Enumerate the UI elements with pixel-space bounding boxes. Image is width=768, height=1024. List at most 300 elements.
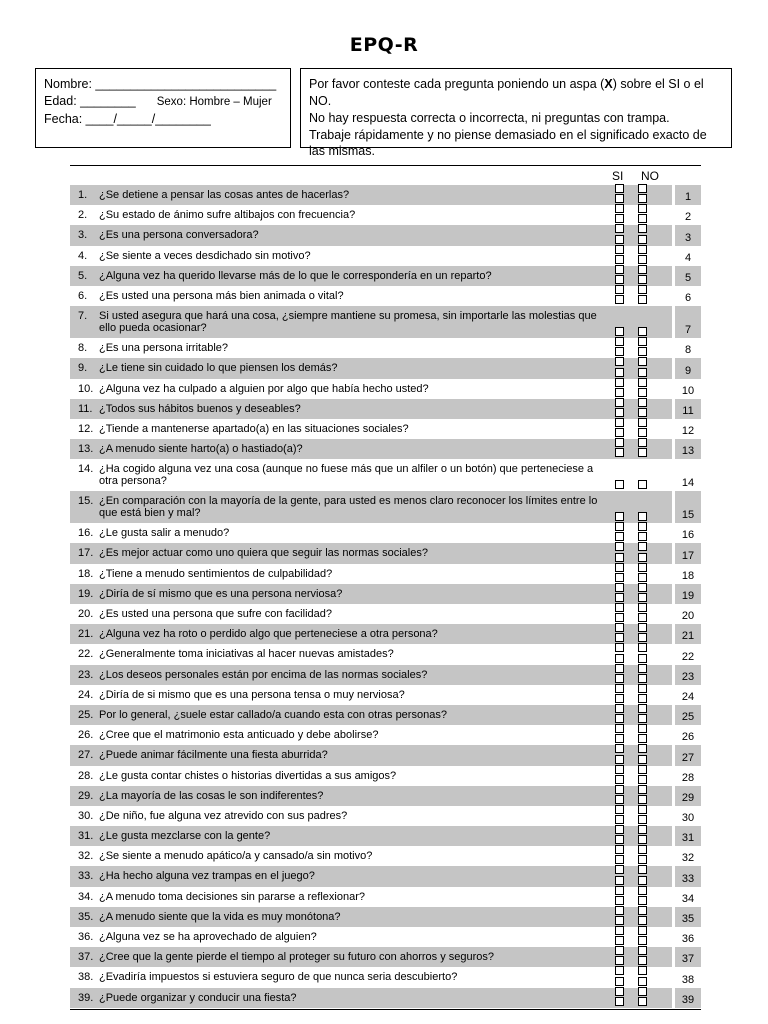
question-text: ¿A menudo toma decisiones sin pararse a reflexionar? (99, 890, 365, 903)
si-checkbox[interactable] (615, 347, 624, 356)
si-checkbox[interactable] (615, 886, 624, 895)
question-number: 16. (78, 527, 94, 540)
si-checkbox[interactable] (615, 512, 624, 521)
question-text: ¿Es una persona irritable? (99, 342, 229, 355)
question-number: 23. (78, 668, 94, 681)
no-checkbox[interactable] (638, 896, 647, 905)
question-row (70, 826, 701, 846)
question-text: Por lo general, ¿suele estar callado/a cuando esta con otras personas? (99, 708, 447, 721)
no-checkbox[interactable] (638, 633, 647, 642)
no-checkbox[interactable] (638, 654, 647, 663)
question-number: 28. (78, 769, 94, 782)
no-checkbox[interactable] (638, 285, 647, 294)
no-checkbox[interactable] (638, 835, 647, 844)
question-row (70, 644, 701, 664)
question-code: 27 (675, 745, 701, 765)
si-checkbox[interactable] (615, 542, 624, 551)
question-code: 18 (681, 569, 695, 582)
question-text: ¿Evadiría impuestos si estuviera seguro de que nunca seria descubierto? (99, 971, 458, 984)
question-code: 5 (675, 266, 701, 286)
question-row (70, 459, 701, 491)
no-checkbox[interactable] (638, 418, 647, 427)
question-code: 11 (675, 399, 701, 419)
si-checkbox[interactable] (615, 916, 624, 925)
si-checkbox[interactable] (615, 214, 624, 223)
question-number: 38. (78, 971, 94, 984)
question-code: 10 (681, 384, 695, 397)
question-text: ¿Cree que la gente pierde el tiempo al proteger su futuro con ahorros y seguros? (99, 951, 495, 964)
no-checkbox[interactable] (638, 378, 647, 387)
no-checkbox[interactable] (638, 623, 647, 632)
no-checkbox[interactable] (638, 997, 647, 1006)
question-number: 7. (78, 310, 88, 323)
no-checkbox[interactable] (638, 522, 647, 531)
si-checkbox[interactable] (615, 573, 624, 582)
question-code: 37 (675, 947, 701, 967)
question-row (70, 246, 701, 266)
question-text: ¿En comparación con la mayoría de la gente, para usted es menos claro reconocer los límites entre lo que está bien y mal? (99, 495, 598, 520)
no-checkbox[interactable] (638, 563, 647, 572)
si-checkbox[interactable] (615, 896, 624, 905)
table-top-rule (70, 165, 701, 166)
question-code: 22 (681, 650, 695, 663)
question-row (70, 887, 701, 907)
si-checkbox[interactable] (615, 448, 624, 457)
no-checkbox[interactable] (638, 977, 647, 986)
question-row (70, 725, 701, 745)
question-code: 14 (681, 477, 695, 490)
question-number: 6. (78, 289, 88, 302)
si-checkbox[interactable] (615, 946, 624, 955)
question-text: ¿Alguna vez ha querido llevarse más de lo que le correspondería en un reparto? (99, 269, 492, 282)
si-checkbox[interactable] (615, 255, 624, 264)
question-code: 12 (681, 425, 695, 438)
no-checkbox[interactable] (638, 966, 647, 975)
question-code: 1 (675, 185, 701, 205)
no-checkbox[interactable] (638, 825, 647, 834)
no-checkbox[interactable] (638, 815, 647, 824)
question-code: 13 (675, 439, 701, 459)
si-checkbox[interactable] (615, 563, 624, 572)
si-checkbox[interactable] (615, 865, 624, 874)
question-number: 14. (78, 463, 94, 476)
no-checkbox[interactable] (638, 398, 647, 407)
question-row (70, 907, 701, 927)
question-number: 11. (78, 402, 93, 415)
question-text: ¿Cree que el matrimonio esta anticuado y debe abolirse? (99, 729, 379, 742)
si-checkbox[interactable] (615, 285, 624, 294)
no-checkbox[interactable] (638, 438, 647, 447)
question-code: 39 (675, 988, 701, 1008)
no-checkbox[interactable] (638, 765, 647, 774)
question-row (70, 306, 701, 338)
si-checkbox[interactable] (615, 368, 624, 377)
no-checkbox[interactable] (638, 916, 647, 925)
si-checkbox[interactable] (615, 204, 624, 213)
question-text: ¿Se detiene a pensar las cosas antes de hacerlas? (99, 189, 350, 201)
no-checkbox[interactable] (638, 553, 647, 562)
si-checkbox[interactable] (615, 295, 624, 304)
question-text: ¿Es usted una persona más bien animada o vital? (99, 289, 344, 302)
no-checkbox[interactable] (638, 573, 647, 582)
no-checkbox[interactable] (638, 734, 647, 743)
fecha-field[interactable]: Fecha: ____/_____/________ (44, 112, 211, 126)
si-checkbox[interactable] (615, 845, 624, 854)
instructions-x-mark: X (604, 77, 613, 91)
edad-sexo-line (44, 93, 282, 111)
question-number: 21. (78, 628, 94, 641)
question-row (70, 523, 701, 543)
question-number: 36. (78, 931, 94, 943)
no-checkbox[interactable] (638, 956, 647, 965)
question-number: 17. (78, 547, 94, 560)
si-checkbox[interactable] (615, 805, 624, 814)
si-checkbox[interactable] (615, 987, 624, 996)
no-checkbox[interactable] (638, 704, 647, 713)
question-row (70, 266, 701, 286)
no-checkbox[interactable] (638, 194, 647, 203)
instructions-line-2: No hay respuesta correcta o incorrecta, ni preguntas con trampa. (309, 111, 670, 125)
si-checkbox[interactable] (615, 388, 624, 397)
question-text: ¿Tiende a mantenerse apartado(a) en las situaciones sociales? (99, 422, 409, 435)
question-code: 20 (681, 610, 695, 623)
question-row (70, 947, 701, 967)
no-checkbox[interactable] (638, 865, 647, 874)
question-text: ¿Se siente a veces desdichado sin motivo? (99, 249, 311, 262)
question-text: ¿Le gusta salir a menudo? (99, 527, 230, 540)
si-checkbox[interactable] (615, 224, 624, 233)
question-row (70, 379, 701, 399)
question-text: ¿La mayoría de las cosas le son indiferentes? (99, 789, 324, 802)
question-row (70, 543, 701, 563)
question-number: 3. (78, 229, 88, 242)
no-checkbox[interactable] (638, 532, 647, 541)
si-checkbox[interactable] (615, 583, 624, 592)
si-checkbox[interactable] (615, 815, 624, 824)
question-number: 26. (78, 729, 94, 742)
si-checkbox[interactable] (615, 633, 624, 642)
question-code: 17 (675, 543, 701, 563)
question-text: ¿Ha cogido alguna vez una cosa (aunque no fuese más que un alfiler o un botón) que perteneciese a otra persona? (99, 463, 594, 488)
no-checkbox[interactable] (638, 684, 647, 693)
question-text: ¿Se siente a menudo apático/a y cansado/a sin motivo? (99, 850, 373, 863)
no-checkbox[interactable] (638, 755, 647, 764)
question-text: ¿Es usted una persona que sufre con facilidad? (99, 608, 332, 620)
no-checkbox[interactable] (638, 694, 647, 703)
no-checkbox[interactable] (638, 926, 647, 935)
question-text: ¿A menudo siente que la vida es muy monótona? (99, 910, 341, 923)
no-checkbox[interactable] (638, 265, 647, 274)
si-checkbox[interactable] (615, 480, 624, 489)
question-row (70, 745, 701, 765)
si-checkbox[interactable] (615, 613, 624, 622)
question-text: ¿Puede organizar y conducir una fiesta? (99, 991, 297, 1004)
no-checkbox[interactable] (638, 744, 647, 753)
question-text: ¿Ha hecho alguna vez trampas en el juego? (99, 870, 315, 883)
no-checkbox[interactable] (638, 886, 647, 895)
no-checkbox[interactable] (638, 295, 647, 304)
question-number: 18. (78, 567, 94, 580)
no-checkbox[interactable] (638, 845, 647, 854)
questions-table (70, 185, 701, 1008)
no-checkbox[interactable] (638, 946, 647, 955)
no-checkbox[interactable] (638, 275, 647, 284)
question-text: ¿Puede animar fácilmente una fiesta aburrida? (99, 749, 328, 762)
question-code: 3 (675, 225, 701, 245)
no-checkbox[interactable] (638, 583, 647, 592)
si-checkbox[interactable] (615, 235, 624, 244)
no-checkbox[interactable] (638, 664, 647, 673)
si-checkbox[interactable] (615, 724, 624, 733)
si-checkbox[interactable] (615, 936, 624, 945)
si-checkbox[interactable] (615, 418, 624, 427)
question-text: ¿Los deseos personales están por encima de las normas sociales? (99, 668, 428, 681)
question-code: 6 (684, 292, 692, 305)
question-number: 33. (78, 870, 94, 883)
si-checkbox[interactable] (615, 623, 624, 632)
no-checkbox[interactable] (638, 245, 647, 254)
question-code: 24 (681, 690, 695, 703)
no-checkbox[interactable] (638, 235, 647, 244)
si-checkbox[interactable] (615, 997, 624, 1006)
question-row (70, 338, 701, 358)
question-number: 22. (78, 648, 94, 661)
si-checkbox[interactable] (615, 855, 624, 864)
no-checkbox[interactable] (638, 224, 647, 233)
question-code: 34 (681, 892, 695, 905)
question-number: 5. (78, 269, 88, 282)
no-checkbox[interactable] (638, 368, 647, 377)
no-checkbox[interactable] (638, 855, 647, 864)
si-checkbox[interactable] (615, 522, 624, 531)
instructions-box (300, 68, 732, 158)
question-row (70, 665, 701, 685)
no-checkbox[interactable] (638, 593, 647, 602)
question-number: 10. (78, 382, 94, 395)
question-row (70, 624, 701, 644)
si-checkbox[interactable] (615, 755, 624, 764)
no-checkbox[interactable] (638, 674, 647, 683)
no-checkbox[interactable] (638, 795, 647, 804)
no-checkbox[interactable] (638, 936, 647, 945)
no-checkbox[interactable] (638, 214, 647, 223)
question-text: ¿Le tiene sin cuidado lo que piensen los demás? (99, 362, 338, 375)
no-checkbox[interactable] (638, 512, 647, 521)
si-checkbox[interactable] (615, 785, 624, 794)
si-checkbox[interactable] (615, 438, 624, 447)
question-number: 30. (78, 809, 94, 822)
question-number: 32. (78, 850, 94, 863)
si-checkbox[interactable] (615, 734, 624, 743)
question-number: 1. (78, 189, 88, 201)
question-code: 9 (675, 358, 701, 378)
question-number: 37. (78, 951, 94, 964)
si-checkbox[interactable] (615, 825, 624, 834)
question-row (70, 286, 701, 306)
no-checkbox[interactable] (638, 724, 647, 733)
question-code: 25 (675, 705, 701, 725)
no-checkbox[interactable] (638, 337, 647, 346)
question-row (70, 399, 701, 419)
question-text: ¿Tiene a menudo sentimientos de culpabilidad? (99, 567, 333, 580)
question-code: 36 (681, 933, 695, 946)
no-checkbox[interactable] (638, 448, 647, 457)
si-checkbox[interactable] (615, 643, 624, 652)
question-row (70, 439, 701, 459)
question-row (70, 584, 701, 604)
si-checkbox[interactable] (615, 684, 624, 693)
no-checkbox[interactable] (638, 357, 647, 366)
question-code: 38 (681, 973, 695, 986)
question-text: ¿Alguna vez ha roto o perdido algo que perteneciese a otra persona? (99, 628, 438, 641)
no-checkbox[interactable] (638, 805, 647, 814)
question-number: 2. (78, 209, 88, 222)
si-checkbox[interactable] (615, 674, 624, 683)
si-checkbox[interactable] (615, 265, 624, 274)
no-column-header: NO (641, 169, 659, 183)
si-checkbox[interactable] (615, 593, 624, 602)
si-checkbox[interactable] (615, 694, 624, 703)
si-checkbox[interactable] (615, 532, 624, 541)
si-checkbox[interactable] (615, 775, 624, 784)
question-number: 31. (78, 830, 94, 843)
question-code: 16 (681, 529, 695, 542)
si-checkbox[interactable] (615, 378, 624, 387)
no-checkbox[interactable] (638, 542, 647, 551)
si-checkbox[interactable] (615, 245, 624, 254)
no-checkbox[interactable] (638, 906, 647, 915)
no-checkbox[interactable] (638, 775, 647, 784)
question-row (70, 766, 701, 786)
nombre-field[interactable]: Nombre: __________________________ (44, 77, 277, 91)
no-checkbox[interactable] (638, 327, 647, 336)
question-row (70, 806, 701, 826)
si-checkbox[interactable] (615, 714, 624, 723)
si-checkbox[interactable] (615, 357, 624, 366)
question-number: 39. (78, 991, 94, 1004)
si-checkbox[interactable] (615, 664, 624, 673)
question-row (70, 685, 701, 705)
question-row (70, 185, 701, 205)
no-checkbox[interactable] (638, 613, 647, 622)
no-checkbox[interactable] (638, 714, 647, 723)
no-checkbox[interactable] (638, 388, 647, 397)
no-checkbox[interactable] (638, 603, 647, 612)
no-checkbox[interactable] (638, 184, 647, 193)
question-row (70, 786, 701, 806)
si-checkbox[interactable] (615, 553, 624, 562)
question-text: ¿Alguna vez se ha aprovechado de alguien? (99, 931, 317, 943)
si-checkbox[interactable] (615, 906, 624, 915)
question-number: 19. (78, 587, 94, 600)
si-checkbox[interactable] (615, 926, 624, 935)
no-checkbox[interactable] (638, 347, 647, 356)
question-text: ¿Le gusta contar chistes o historias divertidas a sus amigos? (99, 769, 397, 782)
question-row (70, 604, 701, 624)
no-checkbox[interactable] (638, 987, 647, 996)
si-checkbox[interactable] (615, 977, 624, 986)
question-row (70, 927, 701, 947)
instructions-line-1: Por favor conteste cada pregunta poniendo un aspa (X) sobre el SI o el NO. (309, 77, 704, 108)
si-checkbox[interactable] (615, 744, 624, 753)
si-checkbox[interactable] (615, 408, 624, 417)
no-checkbox[interactable] (638, 480, 647, 489)
si-checkbox[interactable] (615, 966, 624, 975)
question-number: 13. (78, 443, 94, 456)
question-code: 28 (681, 771, 695, 784)
question-code: 31 (675, 826, 701, 846)
question-number: 12. (78, 422, 94, 435)
question-row (70, 419, 701, 439)
no-checkbox[interactable] (638, 643, 647, 652)
si-checkbox[interactable] (615, 835, 624, 844)
question-row (70, 358, 701, 378)
question-number: 29. (78, 789, 94, 802)
table-bottom-rule (70, 1009, 701, 1010)
si-checkbox[interactable] (615, 194, 624, 203)
question-text: ¿Todos sus hábitos buenos y deseables? (99, 402, 301, 415)
si-checkbox[interactable] (615, 876, 624, 885)
si-checkbox[interactable] (615, 398, 624, 407)
si-checkbox[interactable] (615, 795, 624, 804)
question-number: 27. (78, 749, 94, 762)
question-code: 4 (684, 251, 692, 264)
question-row (70, 988, 701, 1008)
question-text: ¿A menudo siente harto(a) o hastiado(a)? (99, 443, 303, 456)
question-row (70, 205, 701, 225)
sexo-field[interactable]: Sexo: Hombre – Mujer (156, 96, 272, 108)
no-checkbox[interactable] (638, 785, 647, 794)
question-number: 25. (78, 708, 94, 721)
si-checkbox[interactable] (615, 654, 624, 663)
si-checkbox[interactable] (615, 428, 624, 437)
question-text: ¿Es una persona conversadora? (99, 229, 259, 242)
si-checkbox[interactable] (615, 765, 624, 774)
question-text: Si usted asegura que hará una cosa, ¿siempre mantiene su promesa, sin importarle las molestias que ello pueda ocasionar? (99, 310, 597, 335)
question-number: 9. (78, 362, 88, 375)
si-checkbox[interactable] (615, 275, 624, 284)
edad-field[interactable]: Edad: ________ (44, 94, 136, 108)
si-checkbox[interactable] (615, 327, 624, 336)
si-checkbox[interactable] (615, 956, 624, 965)
no-checkbox[interactable] (638, 876, 647, 885)
no-checkbox[interactable] (638, 428, 647, 437)
question-code: 23 (675, 665, 701, 685)
si-checkbox[interactable] (615, 337, 624, 346)
question-code: 2 (684, 211, 692, 224)
si-checkbox[interactable] (615, 184, 624, 193)
question-text: ¿De niño, fue alguna vez atrevido con sus padres? (99, 809, 348, 822)
si-column-header: SI (612, 169, 624, 183)
question-code: 30 (681, 812, 695, 825)
question-code: 19 (675, 584, 701, 604)
si-checkbox[interactable] (615, 704, 624, 713)
question-row (70, 225, 701, 245)
question-text: ¿Su estado de ánimo sufre altibajos con frecuencia? (99, 209, 356, 222)
question-code: 26 (681, 731, 695, 744)
no-checkbox[interactable] (638, 255, 647, 264)
respondent-info-box (35, 68, 291, 148)
no-checkbox[interactable] (638, 204, 647, 213)
no-checkbox[interactable] (638, 408, 647, 417)
question-code: 32 (681, 852, 695, 865)
si-checkbox[interactable] (615, 603, 624, 612)
question-code: 15 (675, 491, 701, 523)
question-row (70, 491, 701, 523)
question-row (70, 846, 701, 866)
question-number: 24. (78, 688, 94, 701)
question-text: ¿Diría de sí mismo que es una persona nerviosa? (99, 587, 343, 600)
